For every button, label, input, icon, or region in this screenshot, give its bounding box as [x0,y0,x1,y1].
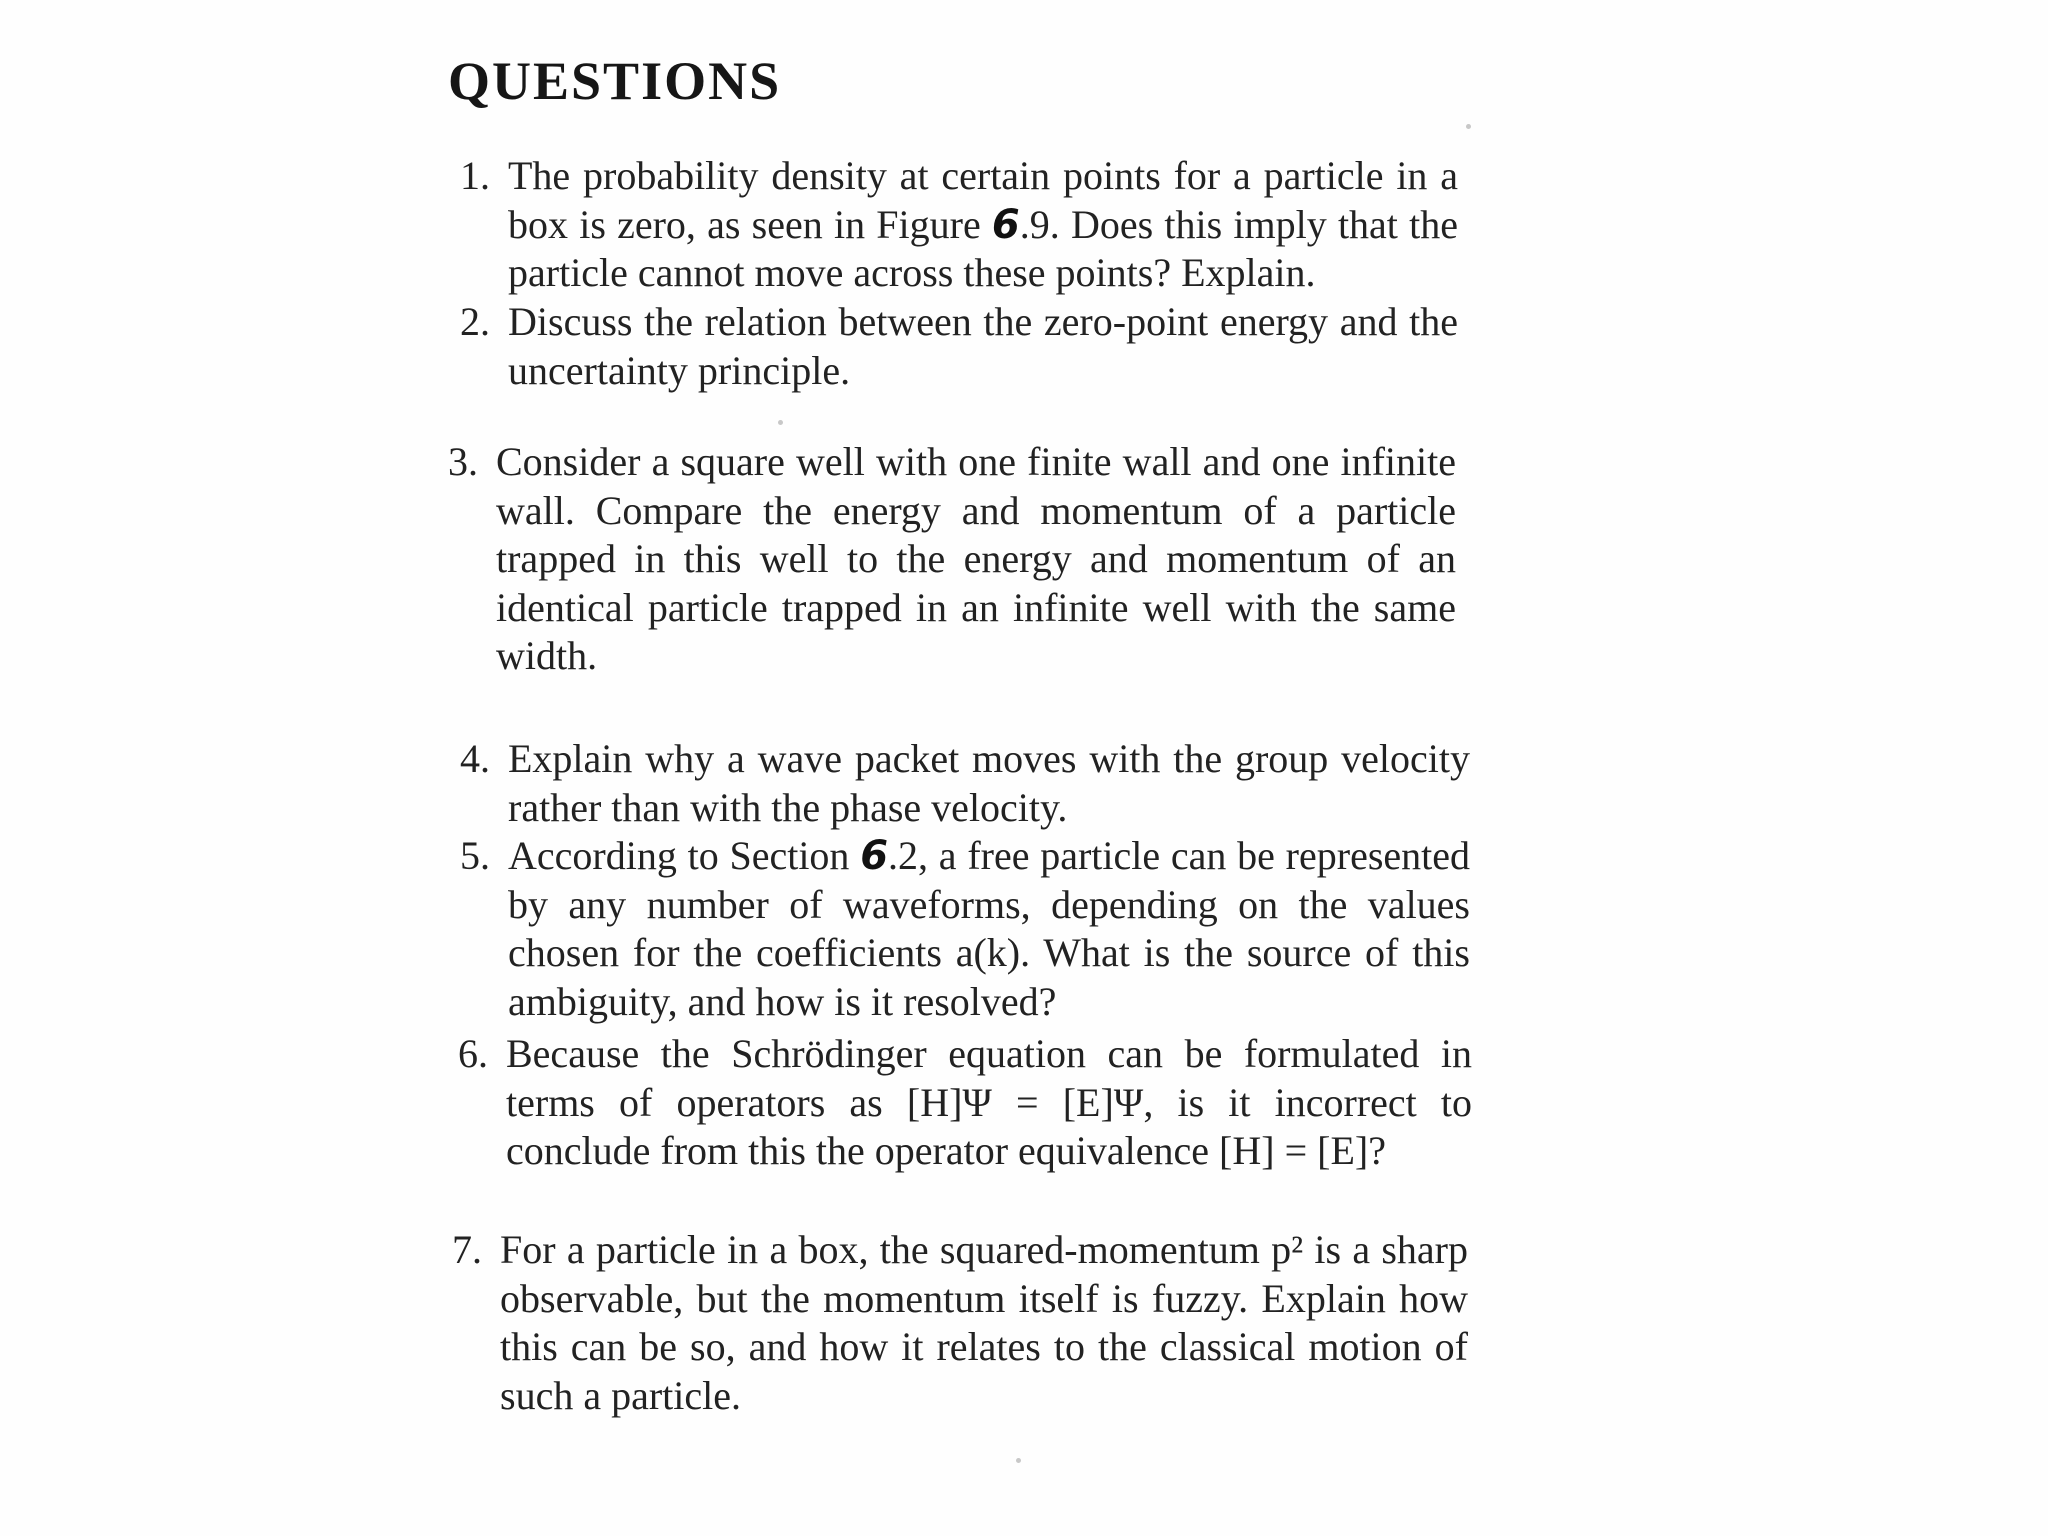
question-number: 5. [460,833,490,878]
question-text: For a particle in a box, the squared-momentum p² is a sharp observable, but the momentum itself is fuzzy. Explain how this can be so, and how it relates to the classical motion of such a particle. [500,1227,1468,1418]
question-text: According to Section 6.2, a free particle can be represented by any number of waveforms, depending on the values chosen for the coefficients a(k). What is the source of this ambiguity, and how is it resolved? [508,833,1471,1024]
question-5 [460,832,1471,1026]
scan-speck [778,420,783,425]
handwritten-mark: 6 [860,833,889,879]
question-7 [452,1226,1468,1420]
question-number: 4. [460,736,490,781]
question-1 [460,152,1459,298]
question-text: Because the Schrödinger equation can be formulated in terms of operators as [H]Ψ = [E]Ψ, is it incorrect to conclude from this the operator equivalence [H] = [E]? [506,1031,1472,1173]
question-number: 2. [460,299,490,344]
scan-speck [1016,1458,1021,1463]
question-text: Discuss the relation between the zero-point energy and the uncertainty principle. [508,299,1458,393]
question-text: Explain why a wave packet moves with the group velocity rather than with the phase velocity. [508,736,1470,830]
question-4 [460,735,1470,832]
question-3 [448,438,1456,681]
question-number: 6. [458,1031,488,1076]
question-text: The probability density at certain points for a particle in a box is zero, as seen in Figure 6.9. Does this imply that the particle cannot move across these points? Explain. [508,153,1459,295]
question-number: 7. [452,1227,482,1272]
question-text: Consider a square well with one finite wall and one infinite wall. Compare the energy and momentum of a particle trapped in this well to the energy and momentum of an identical particle trapped in an infinite well with the same width. [496,439,1456,678]
question-number: 3. [448,439,478,484]
section-heading: QUESTIONS [448,51,782,111]
scan-speck [1466,124,1471,129]
question-number: 1. [460,153,490,198]
question-6 [458,1030,1472,1176]
question-2 [460,298,1458,395]
handwritten-mark: 6 [991,201,1020,248]
